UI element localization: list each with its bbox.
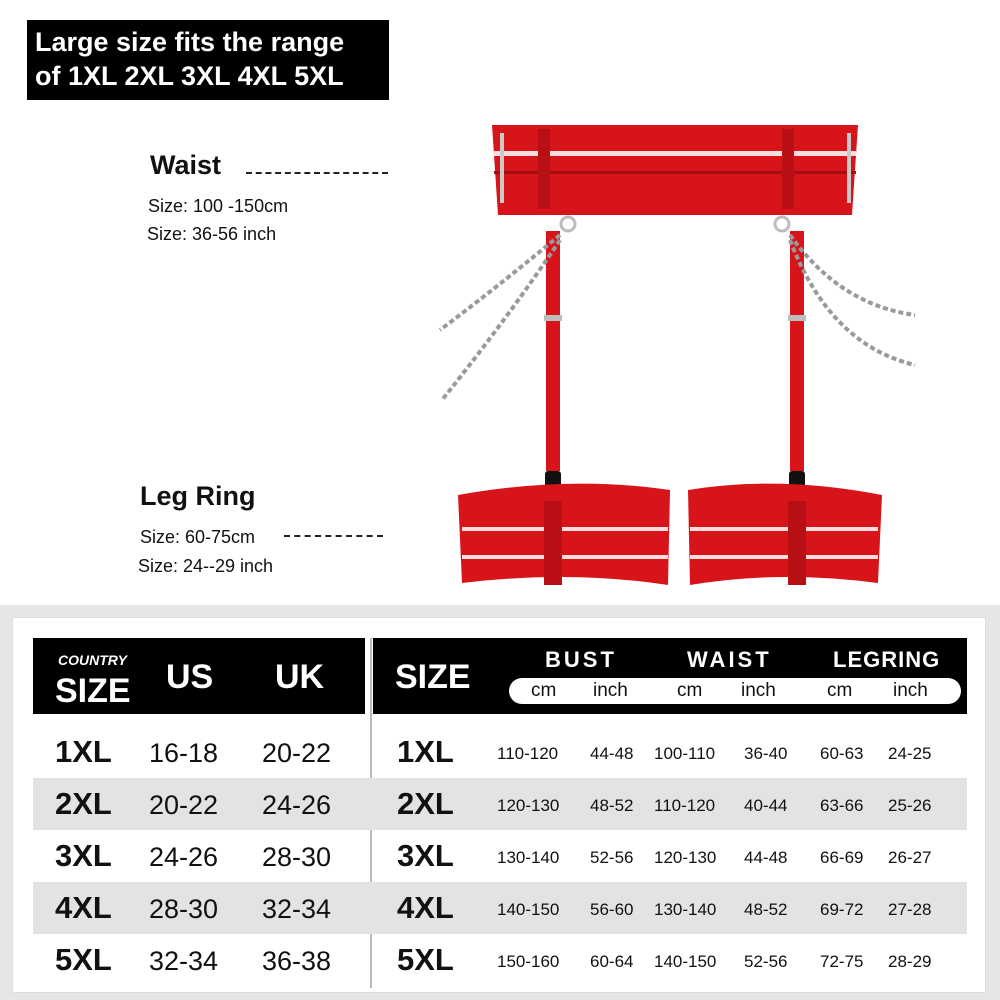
row-leg-cm: 60-63 [820,744,864,763]
row-uk: 32-34 [262,894,332,924]
uk-header: UK [275,658,325,696]
unit-bar [509,678,961,704]
table-row [33,882,967,934]
row-measure-size: 1XL [397,734,454,769]
row-size: 2XL [55,786,112,821]
banner-line-2: of 1XL 2XL 3XL 4XL 5XL [35,61,344,91]
row-bust-cm: 120-130 [497,796,560,815]
country-label: COUNTRY [58,652,127,668]
legring-header: LEGRING [833,647,941,672]
row-size: 1XL [55,734,112,769]
table-row [33,830,967,882]
row-uk: 20-22 [262,738,332,768]
size-range-banner [27,20,389,100]
row-measure-size: 5XL [397,942,454,977]
row-measure-size: 3XL [397,838,454,873]
row-waist-inch: 48-52 [744,900,788,919]
measurement-size-header: SIZE [395,658,471,696]
waist-title: Waist [150,150,222,180]
table-row [33,726,967,778]
row-waist-cm: 110-120 [654,796,716,815]
measurement-header [373,638,967,714]
row-bust-inch: 44-48 [590,744,634,763]
row-leg-cm: 63-66 [820,796,864,815]
row-size: 5XL [55,942,112,977]
legring-cm-unit: cm [827,680,853,701]
waist-size-cm: Size: 100 -150cm [148,196,289,216]
leg-ring-pointer-line [284,535,383,537]
size-label: SIZE [55,672,131,710]
bust-inch-unit: inch [593,680,628,701]
row-uk: 28-30 [262,842,332,872]
waist-pointer-line [246,172,388,174]
row-bust-inch: 52-56 [590,848,634,867]
row-bust-cm: 130-140 [497,848,560,867]
row-waist-cm: 100-110 [654,744,716,763]
row-waist-inch: 52-56 [744,952,788,971]
table-row [33,934,967,986]
row-waist-inch: 40-44 [744,796,788,815]
garter-belt-image [420,115,920,595]
waist-size-inch: Size: 36-56 inch [147,224,277,244]
row-waist-inch: 44-48 [744,848,788,867]
row-leg-inch: 26-27 [888,848,932,867]
row-uk: 36-38 [262,946,332,976]
row-bust-cm: 110-120 [497,744,559,763]
row-size: 4XL [55,890,112,925]
banner-line-1: Large size fits the range [35,27,345,57]
waist-cm-unit: cm [677,680,703,701]
bust-cm-unit: cm [531,680,557,701]
legring-inch-unit: inch [893,680,928,701]
row-us: 20-22 [149,790,219,820]
row-leg-cm: 66-69 [820,848,864,867]
row-bust-inch: 56-60 [590,900,634,919]
row-bust-cm: 140-150 [497,900,560,919]
us-header: US [166,658,214,696]
leg-ring-size-inch: Size: 24--29 inch [138,556,274,576]
row-leg-inch: 24-25 [888,744,932,763]
row-waist-cm: 120-130 [654,848,717,867]
row-us: 24-26 [149,842,219,872]
waist-header: WAIST [687,647,772,672]
country-size-header [33,638,365,714]
leg-ring-title: Leg Ring [140,481,256,511]
row-uk: 24-26 [262,790,332,820]
row-bust-inch: 60-64 [590,952,634,971]
row-waist-cm: 140-150 [654,952,717,971]
row-leg-inch: 27-28 [888,900,932,919]
row-leg-cm: 72-75 [820,952,864,971]
row-waist-cm: 130-140 [654,900,717,919]
row-leg-cm: 69-72 [820,900,864,919]
row-us: 16-18 [149,738,219,768]
row-bust-inch: 48-52 [590,796,634,815]
row-measure-size: 2XL [397,786,454,821]
row-waist-inch: 36-40 [744,744,788,763]
waist-inch-unit: inch [741,680,776,701]
size-chart-panel [12,617,986,993]
row-us: 28-30 [149,894,219,924]
table-row [33,778,967,830]
row-leg-inch: 25-26 [888,796,932,815]
row-bust-cm: 150-160 [497,952,560,971]
row-size: 3XL [55,838,112,873]
row-us: 32-34 [149,946,219,976]
leg-ring-size-cm: Size: 60-75cm [140,527,256,547]
row-leg-inch: 28-29 [888,952,932,971]
row-measure-size: 4XL [397,890,454,925]
size-chart-section [0,605,1000,1000]
bust-header: BUST [545,647,617,672]
